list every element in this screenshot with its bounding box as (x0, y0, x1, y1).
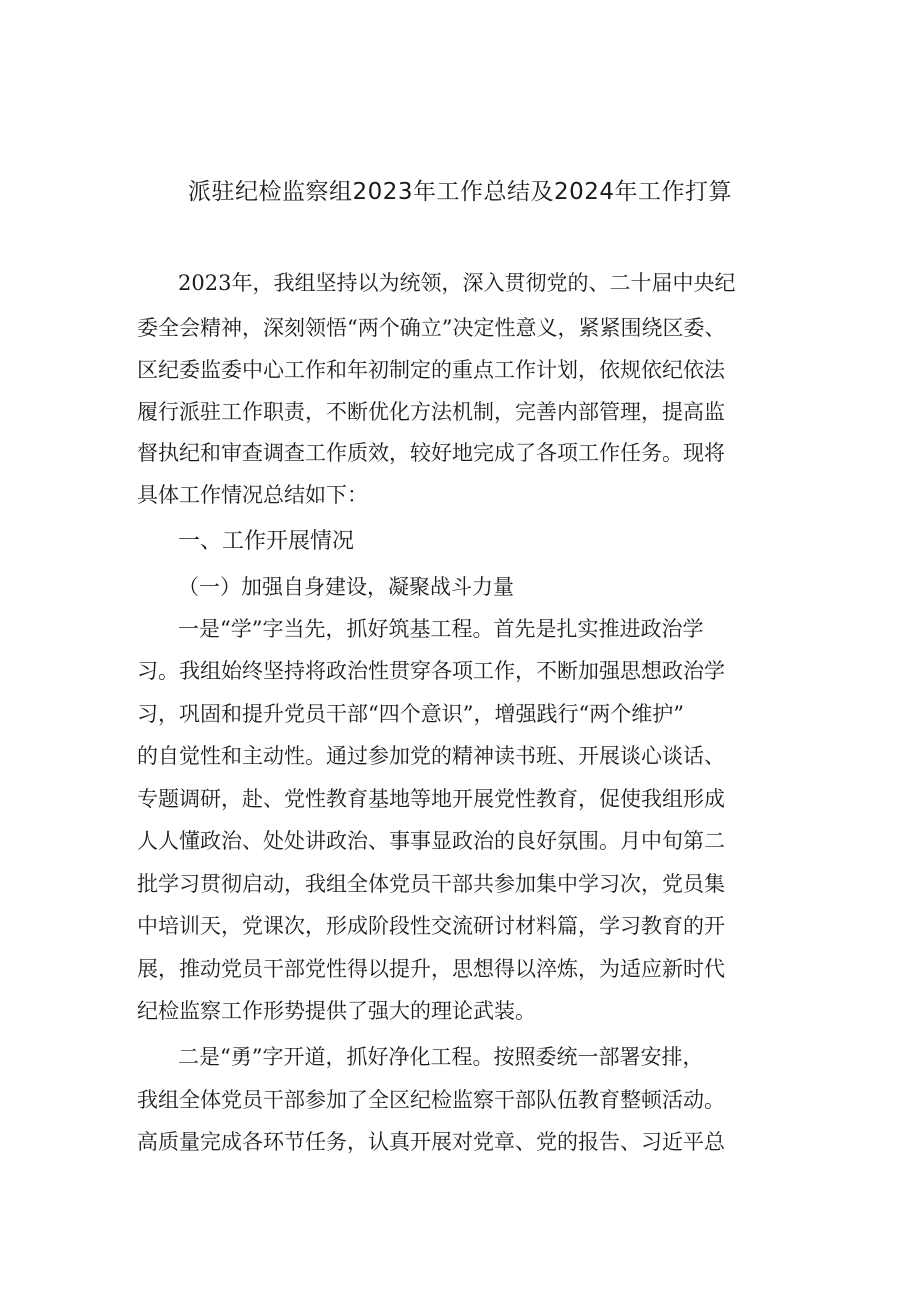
para1-line-1: 一是“学”字当先，抓好筑基工程。首先是扎实推进政治学 (178, 617, 704, 641)
para1-line-4: 的自觉性和主动性。通过参加党的精神读书班、开展谈心谈话、 (137, 744, 725, 768)
para1-line-6: 人人懂政治、处处讲政治、事事显政治的良好氛围。月中旬第二 (137, 829, 725, 853)
para1-line-3: 习，巩固和提升党员干部“四个意识”，增强践行“两个维护” (137, 702, 684, 726)
para1-line-7: 批学习贯彻启动，我组全体党员干部共参加集中学习次，党员集 (137, 872, 725, 896)
document-title: 派驻纪检监察组2023年工作总结及2024年工作打算 (187, 179, 733, 205)
intro-line-2: 委全会精神，深刻领悟“两个确立”决定性意义，紧紧围绕区委、 (137, 316, 726, 340)
intro-line-1: 2023年，我组坚持以为统领，深入贯彻党的、二十届中央纪 (178, 271, 736, 295)
para2-line-1: 二是“勇”字开道，抓好净化工程。按照委统一部署安排， (178, 1045, 704, 1069)
para1-line-10: 纪检监察工作形势提供了强大的理论武装。 (137, 999, 536, 1023)
para1-line-9: 展，推动党员干部党性得以提升，思想得以淬炼，为适应新时代 (137, 957, 725, 981)
para1-line-2: 习。我组始终坚持将政治性贯穿各项工作，不断加强思想政治学 (137, 659, 725, 683)
intro-line-6: 具体工作情况总结如下： (137, 483, 368, 507)
para2-line-2: 我组全体党员干部参加了全区纪检监察干部队伍教育整顿活动。 (137, 1088, 725, 1112)
intro-line-4: 履行派驻工作职责，不断优化方法机制，完善内部管理，提高监 (137, 400, 725, 424)
subsection-heading: （一）加强自身建设，凝聚战斗力量 (178, 575, 514, 599)
para1-line-5: 专题调研，赴、党性教育基地等地开展党性教育，促使我组形成 (137, 787, 725, 811)
intro-line-3: 区纪委监委中心工作和年初制定的重点工作计划，依规依纪依法 (137, 358, 725, 382)
para1-line-8: 中培训天，党课次，形成阶段性交流研讨材料篇，学习教育的开 (137, 914, 725, 938)
para2-line-3: 高质量完成各环节任务，认真开展对党章、党的报告、习近平总 (137, 1130, 725, 1154)
intro-line-5: 督执纪和审查调查工作质效，较好地完成了各项工作任务。现将 (137, 441, 725, 465)
section-heading: 一、工作开展情况 (178, 529, 355, 554)
